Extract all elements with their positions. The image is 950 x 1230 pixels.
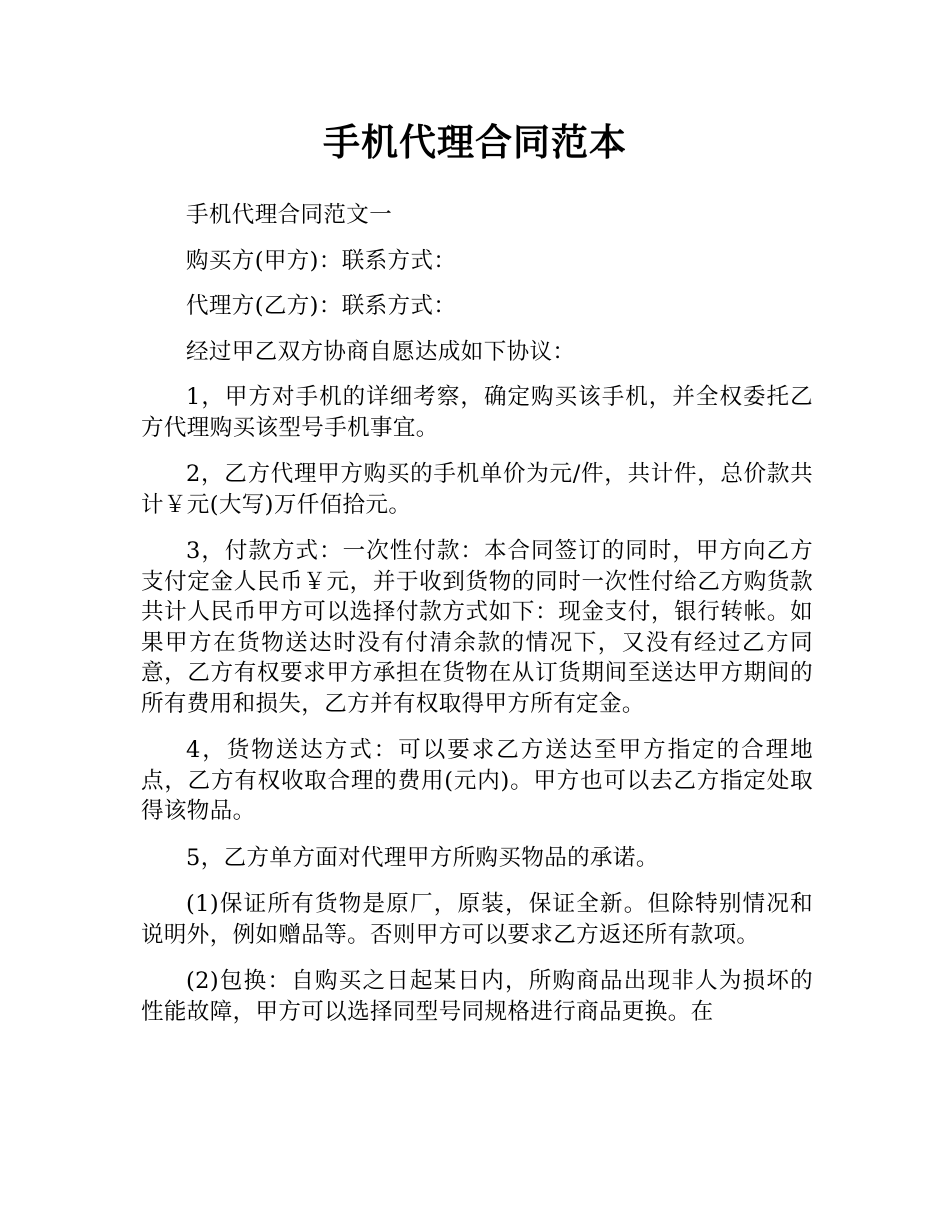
paragraph-clause-4: 4，货物送达方式：可以要求乙方送达至甲方指定的合理地点，乙方有权收取合理的费用(元内)。甲方也可以去乙方指定处取得该物品。 <box>141 737 813 824</box>
paragraph-agreement-intro: 经过甲乙双方协商自愿达成如下协议： <box>186 338 576 365</box>
paragraph-subtitle: 手机代理合同范文一 <box>186 202 393 228</box>
paragraph-clause-3: 3，付款方式：一次性付款：本合同签订的同时，甲方向乙方支付定金人民币￥元，并于收到货物的同时一次性付给乙方购货款共计人民币甲方可以选择付款方式如下：现金支付，银行转帐。如果甲方在货物送达时没有付清余款的情况下，又没有经过乙方同意，乙方有权要求甲方承担在货物在从订货期间至送达甲方期间的所有费用和损失，乙方并有权取得甲方所有定金。 <box>141 538 813 717</box>
paragraph-clause-1: 1，甲方对手机的详细考察，确定购买该手机，并全权委托乙方代理购买该型号手机事宜。 <box>141 384 813 441</box>
paragraph-buyer: 购买方(甲方)：联系方式： <box>186 247 457 274</box>
paragraph-clause-5: 5，乙方单方面对代理甲方所购买物品的承诺。 <box>186 844 659 871</box>
paragraph-agent: 代理方(乙方)：联系方式： <box>186 293 457 319</box>
document-body <box>141 200 813 1043</box>
paragraph-clause-5-2: (2)包换：自购买之日起某日内，所购商品出现非人为损坏的性能故障，甲方可以选择同型号同规格进行商品更换。在 <box>141 968 813 1025</box>
paragraph-clause-2: 2，乙方代理甲方购买的手机单价为元/件，共计件，总价款共计￥元(大写)万仟佰拾元。 <box>141 461 813 518</box>
document-title: 手机代理合同范本 <box>323 121 627 164</box>
paragraph-clause-5-1: (1)保证所有货物是原厂，原装，保证全新。但除特别情况和说明外，例如赠品等。否则甲方可以要求乙方返还所有款项。 <box>141 891 813 948</box>
